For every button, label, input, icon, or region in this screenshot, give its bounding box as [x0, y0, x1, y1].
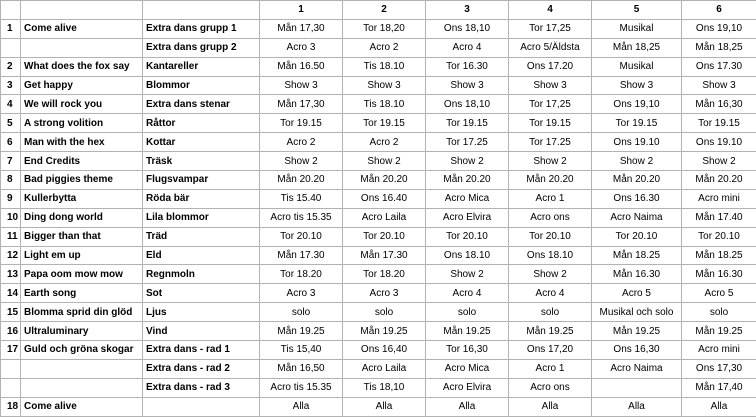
schedule-cell: Ons 17.30 — [682, 57, 756, 76]
schedule-cell: Musikal — [592, 19, 682, 38]
row-number: 16 — [1, 322, 21, 341]
schedule-cell: Mån 19.25 — [592, 322, 682, 341]
group-name: Träsk — [143, 152, 260, 171]
schedule-cell: Acro Naima — [592, 208, 682, 227]
row-number: 15 — [1, 303, 21, 322]
schedule-cell: Mån 20.20 — [509, 171, 592, 190]
schedule-cell: Mån 17.30 — [343, 246, 426, 265]
song-title — [21, 38, 143, 57]
schedule-cell: Tor 20.10 — [426, 227, 509, 246]
song-title: Earth song — [21, 284, 143, 303]
schedule-cell: Mån 20.20 — [426, 171, 509, 190]
schedule-cell: Acro 1 — [509, 189, 592, 208]
schedule-cell: Ons 19.10 — [592, 133, 682, 152]
header-song-cell — [21, 1, 143, 20]
schedule-cell: Tor 20.10 — [509, 227, 592, 246]
schedule-cell: Show 2 — [343, 152, 426, 171]
schedule-cell: Acro Elvira — [426, 378, 509, 397]
schedule-cell: Acro Elvira — [426, 208, 509, 227]
schedule-cell: Show 2 — [509, 152, 592, 171]
table-row — [1, 359, 756, 378]
row-number: 2 — [1, 57, 21, 76]
schedule-cell: Ons 18,10 — [426, 19, 509, 38]
group-name — [143, 397, 260, 416]
header-num-cell — [1, 1, 21, 20]
row-number: 8 — [1, 171, 21, 190]
song-title — [21, 359, 143, 378]
schedule-cell: Acro 2 — [343, 38, 426, 57]
schedule-cell: Tor 19.15 — [343, 114, 426, 133]
row-number: 5 — [1, 114, 21, 133]
row-number: 1 — [1, 19, 21, 38]
table-row — [1, 76, 756, 95]
schedule-cell: Alla — [592, 397, 682, 416]
schedule-cell: Mån 19.25 — [260, 322, 343, 341]
schedule-cell: Acro Mica — [426, 189, 509, 208]
table-row — [1, 38, 756, 57]
song-title: A strong volition — [21, 114, 143, 133]
schedule-cell: Mån 19.25 — [509, 322, 592, 341]
schedule-cell: Mån 16.30 — [592, 265, 682, 284]
song-title: Blomma sprid din glöd — [21, 303, 143, 322]
schedule-cell: Tor 19.15 — [426, 114, 509, 133]
row-number: 7 — [1, 152, 21, 171]
schedule-cell: Mån 20.20 — [343, 171, 426, 190]
schedule-cell: Ons 18.10 — [509, 246, 592, 265]
schedule-cell — [592, 378, 682, 397]
schedule-cell: Acro 4 — [509, 284, 592, 303]
schedule-cell: Ons 16.30 — [592, 189, 682, 208]
group-name: Kottar — [143, 133, 260, 152]
schedule-cell: Mån 16.30 — [682, 265, 756, 284]
group-name: Flugsvampar — [143, 171, 260, 190]
schedule-cell: Tor 19.15 — [260, 114, 343, 133]
schedule-cell: Mån 18,25 — [592, 38, 682, 57]
song-title: Bad piggies theme — [21, 171, 143, 190]
schedule-cell: Acro 3 — [343, 284, 426, 303]
schedule-cell: Show 2 — [426, 265, 509, 284]
group-name: Röda bär — [143, 189, 260, 208]
table-row — [1, 322, 756, 341]
schedule-cell: Mån 17.40 — [682, 208, 756, 227]
row-number: 17 — [1, 341, 21, 360]
group-name: Blommor — [143, 76, 260, 95]
song-title: End Credits — [21, 152, 143, 171]
schedule-cell: Show 3 — [592, 76, 682, 95]
schedule-cell: Tis 15.40 — [260, 189, 343, 208]
schedule-cell: Mån 20.20 — [682, 171, 756, 190]
song-title: Guld och gröna skogar — [21, 341, 143, 360]
row-number: 13 — [1, 265, 21, 284]
group-name: Regnmoln — [143, 265, 260, 284]
schedule-cell: Show 3 — [509, 76, 592, 95]
schedule-cell: Tor 16.30 — [426, 57, 509, 76]
group-name: Lila blommor — [143, 208, 260, 227]
schedule-cell: Acro 4 — [426, 38, 509, 57]
schedule-cell: Tor 19.15 — [592, 114, 682, 133]
schedule-cell: Tor 20.10 — [682, 227, 756, 246]
column-header: 4 — [509, 1, 592, 20]
schedule-cell: Ons 19,10 — [592, 95, 682, 114]
schedule-cell: Ons 19,10 — [682, 19, 756, 38]
schedule-cell: Tor 17,25 — [509, 95, 592, 114]
schedule-cell: Mån 19.25 — [343, 322, 426, 341]
table-row — [1, 95, 756, 114]
schedule-cell: Ons 17.20 — [509, 57, 592, 76]
column-header: 1 — [260, 1, 343, 20]
column-header: 6 — [682, 1, 756, 20]
schedule-cell: Mån 20.20 — [592, 171, 682, 190]
song-title: Man with the hex — [21, 133, 143, 152]
song-title: Bigger than that — [21, 227, 143, 246]
schedule-cell: Show 2 — [509, 265, 592, 284]
row-number: 6 — [1, 133, 21, 152]
schedule-cell: Acro Naima — [592, 359, 682, 378]
schedule-cell: Tor 17,25 — [509, 19, 592, 38]
header-group-cell — [143, 1, 260, 20]
schedule-cell: Show 3 — [343, 76, 426, 95]
group-name: Råttor — [143, 114, 260, 133]
schedule-cell: Acro 5 — [682, 284, 756, 303]
schedule-cell: Ons 19.10 — [682, 133, 756, 152]
schedule-cell: Acro ons — [509, 208, 592, 227]
schedule-cell: Acro mini — [682, 341, 756, 360]
schedule-cell: Tor 16,30 — [426, 341, 509, 360]
schedule-cell: Tor 18,20 — [343, 19, 426, 38]
song-title: Get happy — [21, 76, 143, 95]
schedule-cell: Show 3 — [260, 76, 343, 95]
song-title: Kullerbytta — [21, 189, 143, 208]
schedule-cell: Mån 19.25 — [682, 322, 756, 341]
schedule-cell: Alla — [509, 397, 592, 416]
row-number — [1, 359, 21, 378]
table-row — [1, 133, 756, 152]
group-name: Extra dans grupp 2 — [143, 38, 260, 57]
table-row — [1, 378, 756, 397]
group-name: Extra dans stenar — [143, 95, 260, 114]
schedule-cell: Tis 18,10 — [343, 378, 426, 397]
schedule-cell: Acro 1 — [509, 359, 592, 378]
table-row — [1, 208, 756, 227]
schedule-cell: Mån 17,40 — [682, 378, 756, 397]
table-row — [1, 284, 756, 303]
schedule-cell: Tor 20.10 — [260, 227, 343, 246]
schedule-cell: Musikal och solo — [592, 303, 682, 322]
schedule-cell: Mån 16,30 — [682, 95, 756, 114]
table-row — [1, 57, 756, 76]
schedule-cell: solo — [260, 303, 343, 322]
schedule-cell: Tor 19.15 — [509, 114, 592, 133]
schedule-cell: Mån 20.20 — [260, 171, 343, 190]
schedule-cell: Show 2 — [592, 152, 682, 171]
schedule-cell: Ons 16.40 — [343, 189, 426, 208]
schedule-cell: Alla — [426, 397, 509, 416]
table-row — [1, 227, 756, 246]
schedule-cell: Acro 4 — [426, 284, 509, 303]
group-name: Eld — [143, 246, 260, 265]
schedule-cell: Alla — [682, 397, 756, 416]
schedule-cell: Show 2 — [682, 152, 756, 171]
row-number: 12 — [1, 246, 21, 265]
schedule-cell: Tis 18.10 — [343, 95, 426, 114]
group-name: Träd — [143, 227, 260, 246]
table-row — [1, 152, 756, 171]
schedule-cell: Show 2 — [426, 152, 509, 171]
song-title: What does the fox say — [21, 57, 143, 76]
schedule-cell: Acro Mica — [426, 359, 509, 378]
schedule-cell: Acro 2 — [343, 133, 426, 152]
schedule-cell: Acro ons — [509, 378, 592, 397]
schedule-cell: Show 3 — [682, 76, 756, 95]
schedule-cell: Ons 18,10 — [426, 95, 509, 114]
schedule-cell: Acro 3 — [260, 284, 343, 303]
schedule-cell: Mån 17.30 — [260, 246, 343, 265]
schedule-cell: Acro 5/Äldsta — [509, 38, 592, 57]
group-name: Kantareller — [143, 57, 260, 76]
schedule-cell: Show 2 — [260, 152, 343, 171]
schedule-cell: Ons 16,30 — [592, 341, 682, 360]
group-name: Extra dans - rad 3 — [143, 378, 260, 397]
schedule-cell: Tor 18.20 — [343, 265, 426, 284]
song-title: Come alive — [21, 19, 143, 38]
row-number: 3 — [1, 76, 21, 95]
schedule-cell: Mån 16.50 — [260, 57, 343, 76]
schedule-cell: Acro tis 15.35 — [260, 378, 343, 397]
row-number: 4 — [1, 95, 21, 114]
schedule-body — [1, 1, 756, 417]
table-row — [1, 114, 756, 133]
schedule-cell: Alla — [260, 397, 343, 416]
schedule-cell: Acro Laila — [343, 208, 426, 227]
schedule-cell: Tis 15,40 — [260, 341, 343, 360]
schedule-cell: solo — [343, 303, 426, 322]
row-number — [1, 38, 21, 57]
schedule-cell: Ons 17,30 — [682, 359, 756, 378]
group-name: Ljus — [143, 303, 260, 322]
group-name: Extra dans grupp 1 — [143, 19, 260, 38]
row-number: 11 — [1, 227, 21, 246]
schedule-cell: solo — [682, 303, 756, 322]
row-number — [1, 378, 21, 397]
schedule-cell: Tor 20.10 — [343, 227, 426, 246]
schedule-cell: Mån 16,50 — [260, 359, 343, 378]
song-title: Papa oom mow mow — [21, 265, 143, 284]
song-title — [21, 378, 143, 397]
song-title: Ultraluminary — [21, 322, 143, 341]
schedule-cell: Acro Laila — [343, 359, 426, 378]
table-row — [1, 189, 756, 208]
schedule-cell: Alla — [343, 397, 426, 416]
group-name: Extra dans - rad 2 — [143, 359, 260, 378]
song-title: Ding dong world — [21, 208, 143, 227]
group-name: Extra dans - rad 1 — [143, 341, 260, 360]
schedule-cell: Mån 19.25 — [426, 322, 509, 341]
schedule-cell: Tor 17.25 — [509, 133, 592, 152]
schedule-cell: Ons 16,40 — [343, 341, 426, 360]
schedule-cell: Mån 17,30 — [260, 95, 343, 114]
schedule-cell: Acro mini — [682, 189, 756, 208]
schedule-cell: Show 3 — [426, 76, 509, 95]
schedule-cell: Acro 3 — [260, 38, 343, 57]
schedule-cell: Tor 19.15 — [682, 114, 756, 133]
schedule-cell: solo — [509, 303, 592, 322]
row-number: 14 — [1, 284, 21, 303]
schedule-cell: Musikal — [592, 57, 682, 76]
schedule-cell: Acro 2 — [260, 133, 343, 152]
table-row — [1, 397, 756, 416]
song-title: Light em up — [21, 246, 143, 265]
schedule-cell: Ons 17,20 — [509, 341, 592, 360]
schedule-cell: solo — [426, 303, 509, 322]
schedule-cell: Tor 17.25 — [426, 133, 509, 152]
table-row — [1, 265, 756, 284]
schedule-cell: Tor 18.20 — [260, 265, 343, 284]
schedule-cell: Tis 18.10 — [343, 57, 426, 76]
row-number: 9 — [1, 189, 21, 208]
song-title: Come alive — [21, 397, 143, 416]
table-row — [1, 303, 756, 322]
header-row — [1, 1, 756, 20]
group-name: Sot — [143, 284, 260, 303]
song-title: We will rock you — [21, 95, 143, 114]
column-header: 3 — [426, 1, 509, 20]
column-header: 2 — [343, 1, 426, 20]
schedule-cell: Ons 18.10 — [426, 246, 509, 265]
schedule-cell: Mån 17,30 — [260, 19, 343, 38]
schedule-cell: Acro tis 15.35 — [260, 208, 343, 227]
table-row — [1, 19, 756, 38]
column-header: 5 — [592, 1, 682, 20]
schedule-cell: Acro 5 — [592, 284, 682, 303]
schedule-cell: Mån 18,25 — [682, 38, 756, 57]
row-number: 18 — [1, 397, 21, 416]
schedule-cell: Mån 18.25 — [592, 246, 682, 265]
table-row — [1, 171, 756, 190]
schedule-cell: Tor 20.10 — [592, 227, 682, 246]
table-row — [1, 341, 756, 360]
table-row — [1, 246, 756, 265]
schedule-cell: Mån 18.25 — [682, 246, 756, 265]
row-number: 10 — [1, 208, 21, 227]
group-name: Vind — [143, 322, 260, 341]
